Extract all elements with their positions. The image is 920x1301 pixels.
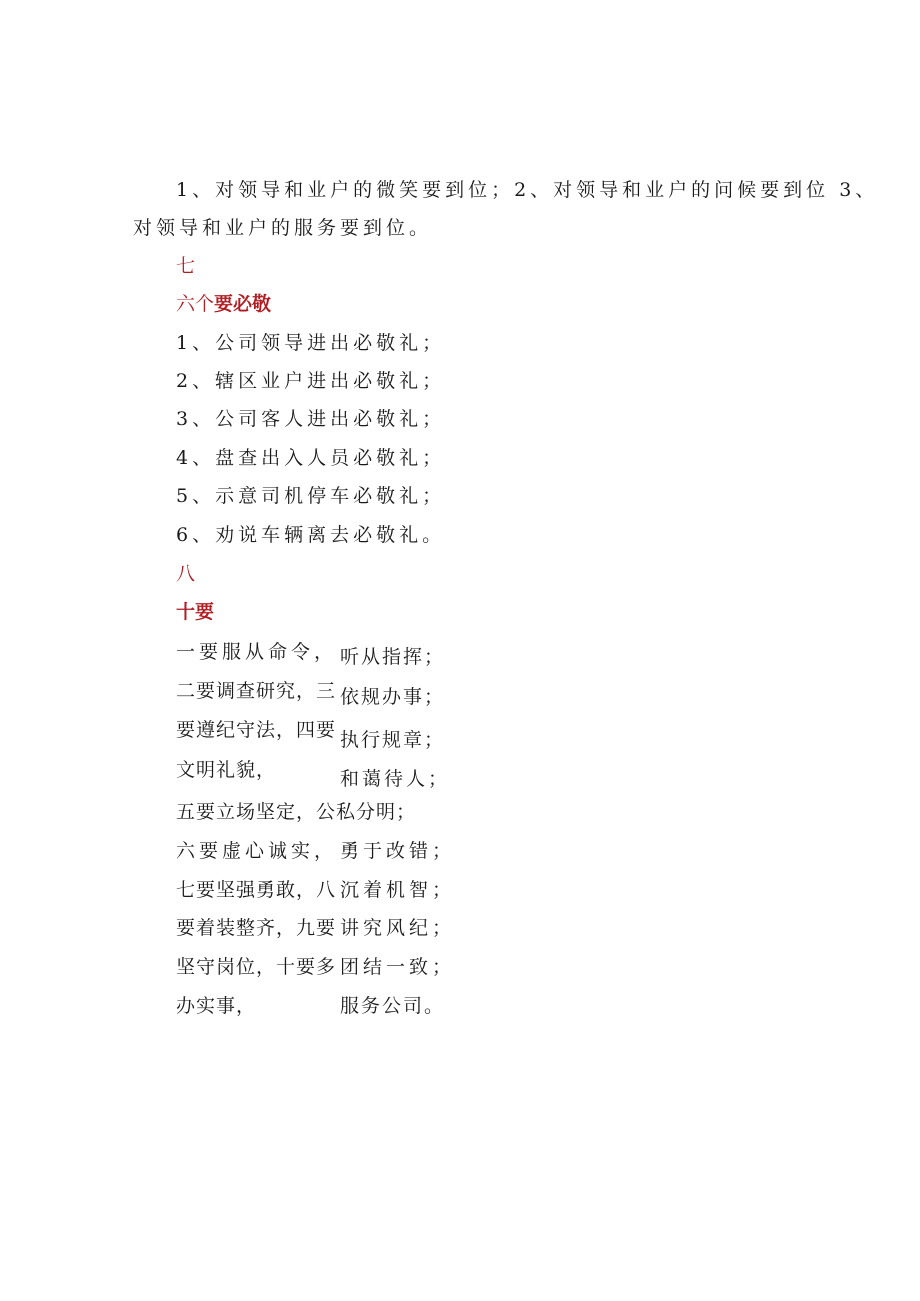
section-7-title-rest: 要必敬 [214, 293, 272, 315]
intro-line-2: 对领导和业户的服务要到位。 [133, 217, 433, 239]
section-8-number: 八 [176, 563, 196, 585]
list-item: 3、公司客人进出必敬礼； [176, 408, 446, 430]
rule-right-10: 服务公司。 [340, 995, 446, 1017]
rule-right-8: 讲究风纪； [340, 917, 456, 939]
rule-right-7: 沉着机智； [340, 879, 456, 901]
rule-right-9: 团结一致； [340, 956, 456, 978]
section-8-title: 十要 [176, 601, 215, 623]
rule-right-6: 勇于改错； [340, 840, 456, 862]
rule-left-1: 一要服从命令， [176, 641, 338, 663]
list-item: 6、劝说车辆离去必敬礼。 [176, 524, 446, 546]
rule-right-2: 依规办事； [340, 686, 446, 708]
list-item: 5、示意司机停车必敬礼； [176, 485, 446, 507]
rule-left-7: 七要坚强勇敢，八 [176, 879, 337, 901]
rule-left-9: 坚守岗位，十要多 [176, 956, 337, 978]
rule-left-4: 文明礼貌， [176, 759, 277, 781]
section-7-title [176, 292, 271, 316]
rule-left-8: 要着装整齐，九要 [176, 917, 337, 939]
rule-right-4: 和蔼待人； [340, 768, 451, 790]
rule-right-1: 听从指挥； [340, 646, 446, 668]
rule-left-6: 六要虚心诚实， [176, 840, 338, 862]
rule-full-5: 五要立场坚定，公私分明； [176, 801, 417, 823]
list-item: 1、公司领导进出必敬礼； [176, 332, 446, 354]
section-7-title-prefix: 六个 [176, 293, 215, 315]
rule-left-2: 二要调查研究，三 [176, 680, 337, 702]
section-7-number: 七 [176, 255, 196, 277]
rule-left-3: 要遵纪守法，四要 [176, 719, 337, 741]
list-item: 4、盘查出入人员必敬礼； [176, 447, 446, 469]
intro-line-1: 1、对领导和业户的微笑要到位；2、对领导和业户的问候要到位 3、 [176, 179, 879, 201]
list-item: 2、辖区业户进出必敬礼； [176, 370, 446, 392]
rule-right-3: 执行规章； [340, 729, 446, 751]
rule-left-10: 办实事， [176, 995, 257, 1017]
